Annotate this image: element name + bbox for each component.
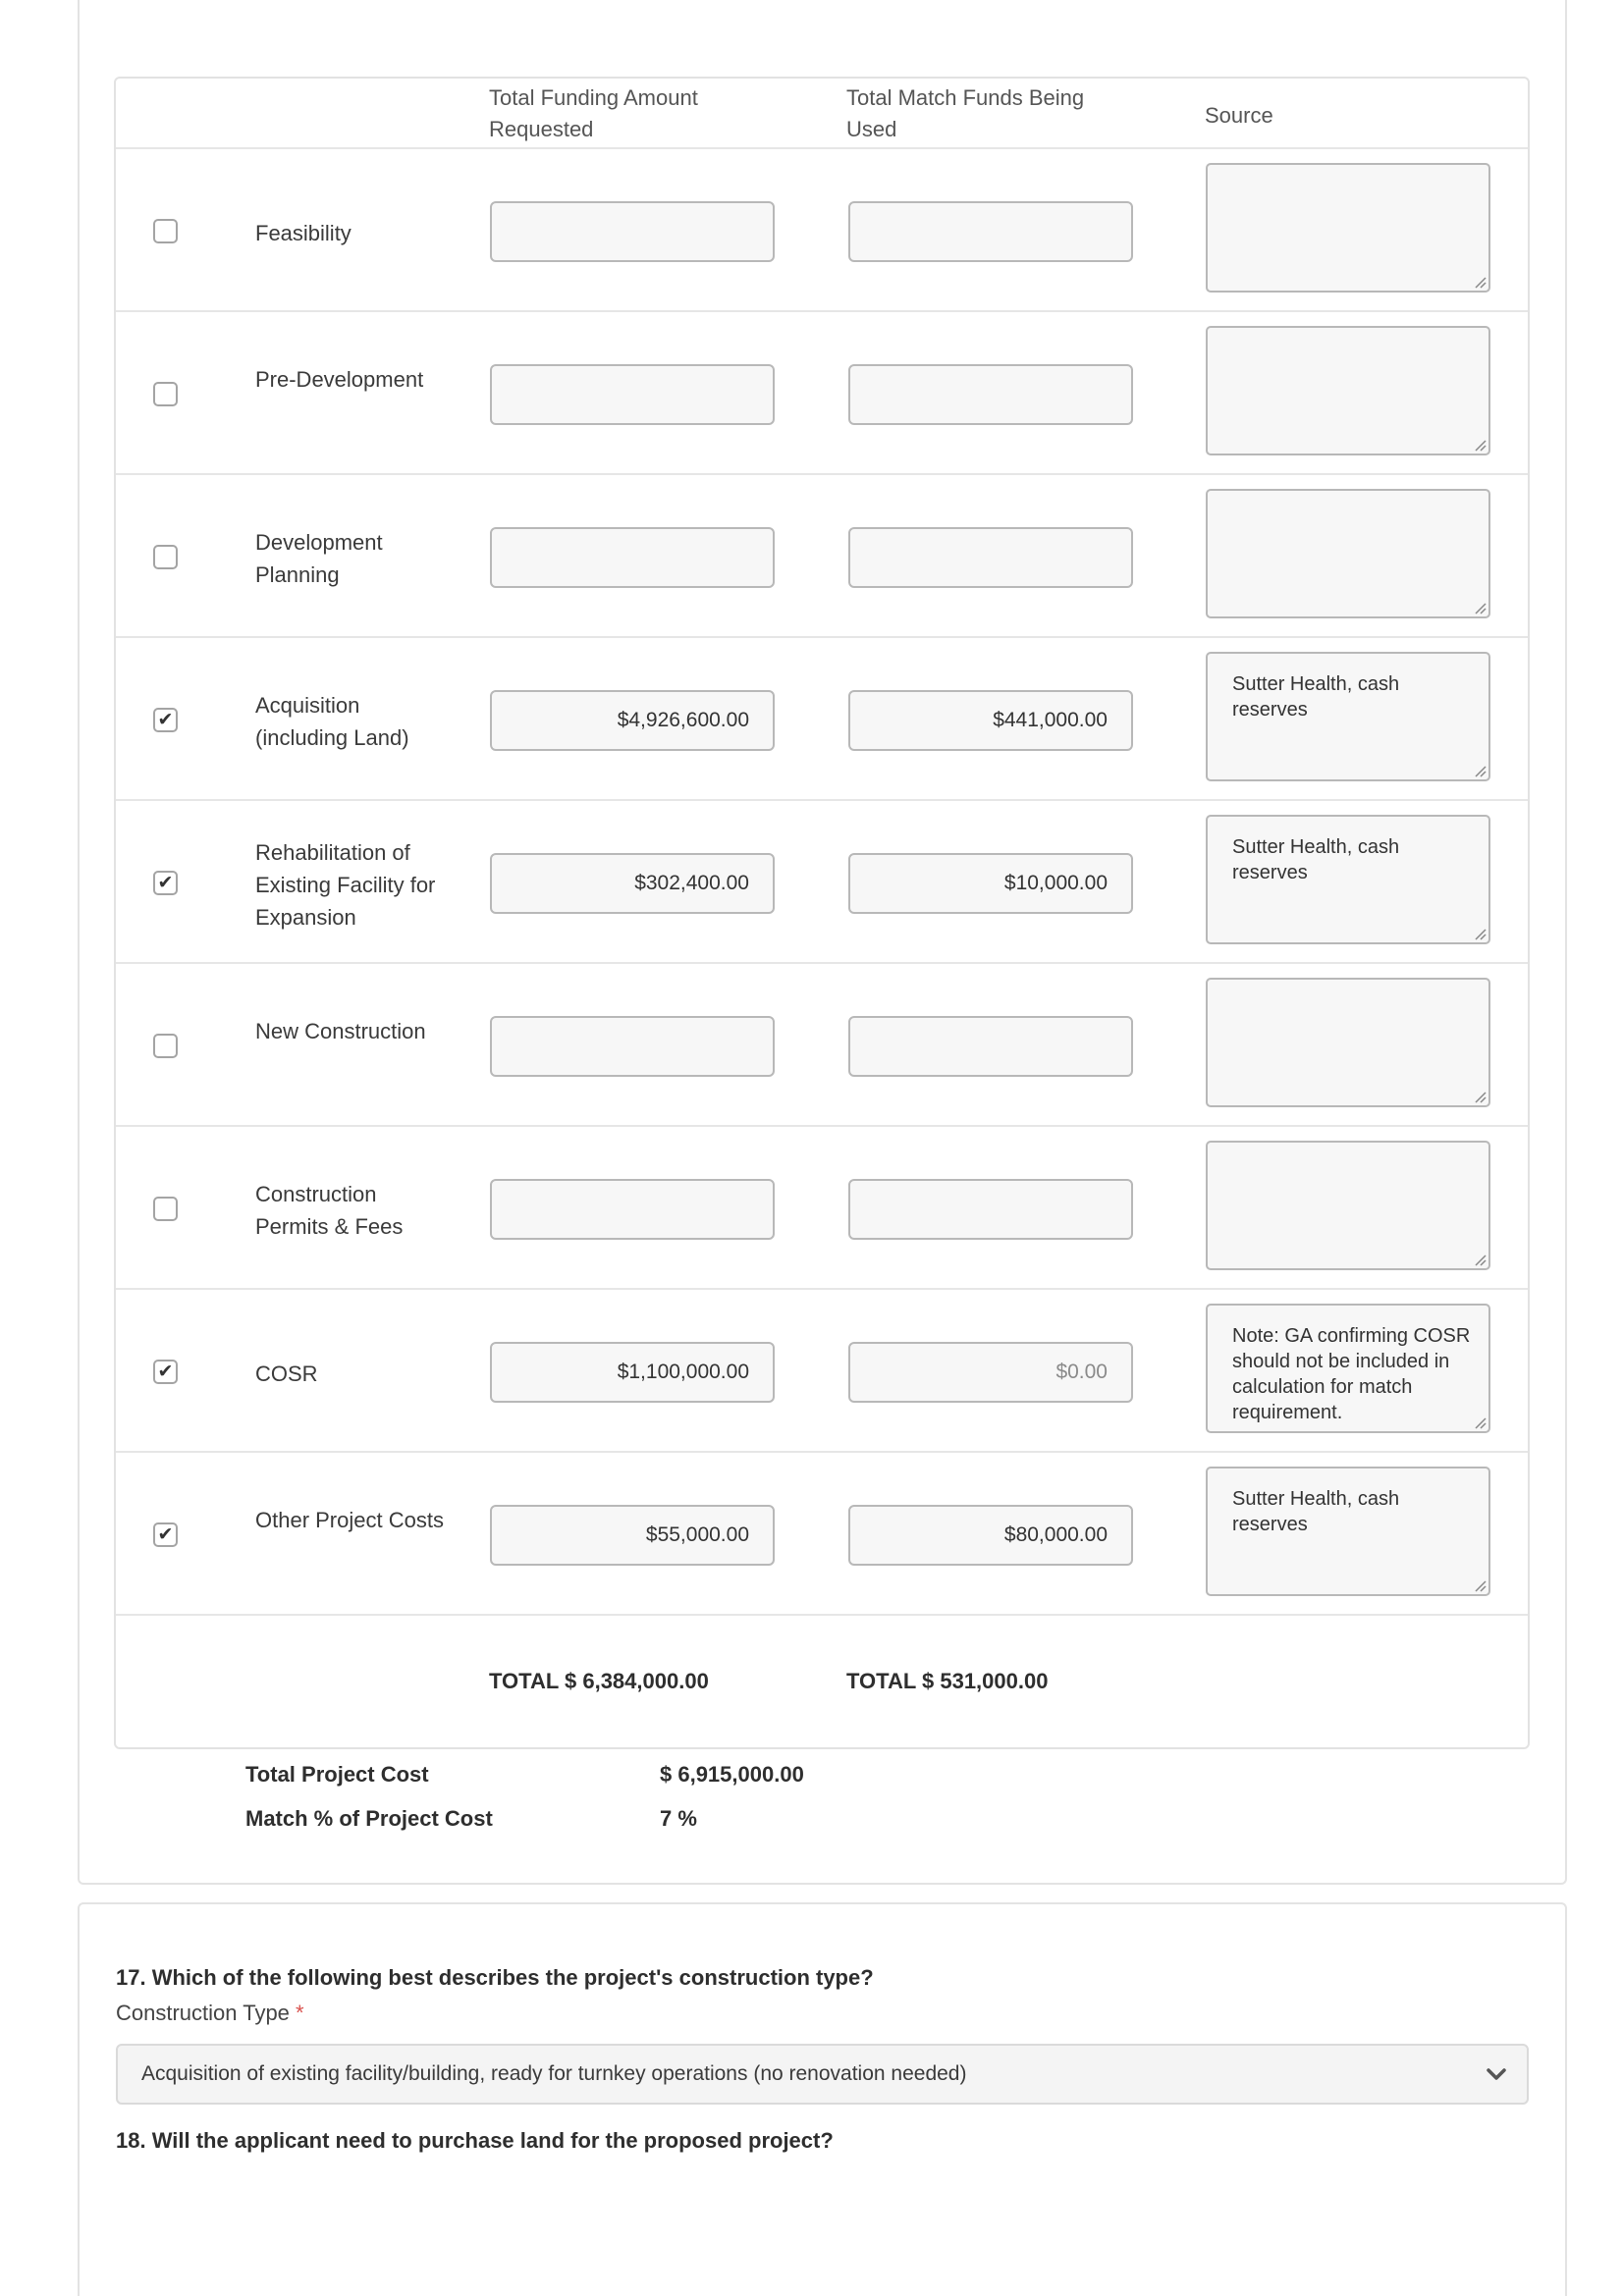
match-input-cosr[interactable]: $0.00 xyxy=(848,1342,1133,1403)
construction-type-label xyxy=(116,2001,304,2026)
row-checkbox-new-construction[interactable] xyxy=(153,1034,178,1058)
match-input-feasibility[interactable] xyxy=(848,201,1133,262)
source-textarea-new-construction[interactable] xyxy=(1206,978,1490,1107)
resize-grip-icon[interactable] xyxy=(1473,438,1487,452)
match-input-permits-fees[interactable] xyxy=(848,1179,1133,1240)
row-label-pre-development: Pre-Development xyxy=(255,367,424,392)
row-divider xyxy=(116,1288,1528,1290)
source-textarea-feasibility[interactable] xyxy=(1206,163,1490,293)
funding-input-acquisition[interactable]: $4,926,600.00 xyxy=(490,690,775,751)
source-textarea-development-planning[interactable] xyxy=(1206,489,1490,618)
match-percent-value: 7 % xyxy=(660,1806,697,1831)
funding-input-development-planning[interactable] xyxy=(490,527,775,588)
row-divider xyxy=(116,1451,1528,1453)
row-label-development-planning: Development Planning xyxy=(255,530,383,587)
match-input-rehabilitation[interactable]: $10,000.00 xyxy=(848,853,1133,914)
match-percent-label: Match % of Project Cost xyxy=(245,1806,493,1831)
resize-grip-icon[interactable] xyxy=(1473,927,1487,940)
resize-grip-icon[interactable] xyxy=(1473,764,1487,777)
row-checkbox-pre-development[interactable] xyxy=(153,382,178,406)
source-textarea-rehabilitation[interactable] xyxy=(1206,815,1490,944)
row-divider xyxy=(116,473,1528,475)
row-divider xyxy=(116,799,1528,801)
row-label-acquisition: Acquisition (including Land) xyxy=(255,693,409,750)
required-mark: * xyxy=(296,2001,304,2025)
match-input-development-planning[interactable] xyxy=(848,527,1133,588)
funding-input-other-costs[interactable]: $55,000.00 xyxy=(490,1505,775,1566)
row-checkbox-rehabilitation[interactable]: ✔ xyxy=(153,871,178,895)
header-match: Total Match Funds Being Used xyxy=(846,85,1085,141)
construction-type-label-text: Construction Type xyxy=(116,2001,290,2025)
row-label-other-costs: Other Project Costs xyxy=(255,1508,444,1532)
total-project-cost-label: Total Project Cost xyxy=(245,1762,429,1787)
funding-input-permits-fees[interactable] xyxy=(490,1179,775,1240)
funding-input-rehabilitation[interactable]: $302,400.00 xyxy=(490,853,775,914)
header-source: Source xyxy=(1205,103,1273,128)
source-text: Note: GA confirming COSR should not be included in calculation for match requirement. xyxy=(1232,1325,1471,1423)
source-text: Sutter Health, cash reserves xyxy=(1232,673,1400,721)
row-divider xyxy=(116,1614,1528,1616)
resize-grip-icon[interactable] xyxy=(1473,1253,1487,1266)
funding-input-feasibility[interactable] xyxy=(490,201,775,262)
question-18: 18. Will the applicant need to purchase land for the proposed project? xyxy=(116,2128,834,2153)
row-checkbox-development-planning[interactable] xyxy=(153,545,178,569)
match-input-new-construction[interactable] xyxy=(848,1016,1133,1077)
row-label-rehabilitation: Rehabilitation of Existing Facility for Expansion xyxy=(255,840,436,930)
source-textarea-acquisition[interactable] xyxy=(1206,652,1490,781)
match-input-other-costs[interactable]: $80,000.00 xyxy=(848,1505,1133,1566)
row-checkbox-acquisition[interactable]: ✔ xyxy=(153,708,178,732)
source-textarea-cosr[interactable] xyxy=(1206,1304,1490,1433)
row-checkbox-feasibility[interactable] xyxy=(153,219,178,243)
source-textarea-pre-development[interactable] xyxy=(1206,326,1490,455)
total-project-cost-value: $ 6,915,000.00 xyxy=(660,1762,804,1787)
funding-input-new-construction[interactable] xyxy=(490,1016,775,1077)
source-textarea-other-costs[interactable] xyxy=(1206,1467,1490,1596)
row-label-cosr: COSR xyxy=(255,1362,318,1386)
construction-type-select[interactable] xyxy=(116,2044,1529,2105)
row-checkbox-permits-fees[interactable] xyxy=(153,1197,178,1221)
row-label-new-construction: New Construction xyxy=(255,1019,426,1043)
total-match: TOTAL $ 531,000.00 xyxy=(846,1669,1049,1693)
resize-grip-icon[interactable] xyxy=(1473,1090,1487,1103)
row-divider xyxy=(116,636,1528,638)
source-textarea-permits-fees[interactable] xyxy=(1206,1141,1490,1270)
chevron-down-icon xyxy=(1486,2064,1507,2084)
row-divider xyxy=(116,310,1528,312)
funding-input-pre-development[interactable] xyxy=(490,364,775,425)
row-divider xyxy=(116,1125,1528,1127)
resize-grip-icon[interactable] xyxy=(1473,275,1487,289)
question-17: 17. Which of the following best describes the project's construction type? xyxy=(116,1965,874,1990)
total-funding: TOTAL $ 6,384,000.00 xyxy=(489,1669,709,1693)
funding-input-cosr[interactable]: $1,100,000.00 xyxy=(490,1342,775,1403)
row-divider xyxy=(116,962,1528,964)
resize-grip-icon[interactable] xyxy=(1473,1578,1487,1592)
source-text: Sutter Health, cash reserves xyxy=(1232,836,1400,883)
construction-type-selected: Acquisition of existing facility/building, ready for turnkey operations (no renovation needed) xyxy=(141,2062,967,2085)
match-input-pre-development[interactable] xyxy=(848,364,1133,425)
resize-grip-icon[interactable] xyxy=(1473,601,1487,614)
row-label-permits-fees: Construction Permits & Fees xyxy=(255,1182,404,1239)
row-checkbox-cosr[interactable]: ✔ xyxy=(153,1360,178,1384)
resize-grip-icon[interactable] xyxy=(1473,1415,1487,1429)
source-text: Sutter Health, cash reserves xyxy=(1232,1488,1400,1535)
header-funding: Total Funding Amount Requested xyxy=(489,85,698,141)
row-label-feasibility: Feasibility xyxy=(255,221,352,245)
row-divider xyxy=(116,147,1528,149)
match-input-acquisition[interactable]: $441,000.00 xyxy=(848,690,1133,751)
row-checkbox-other-costs[interactable]: ✔ xyxy=(153,1522,178,1547)
